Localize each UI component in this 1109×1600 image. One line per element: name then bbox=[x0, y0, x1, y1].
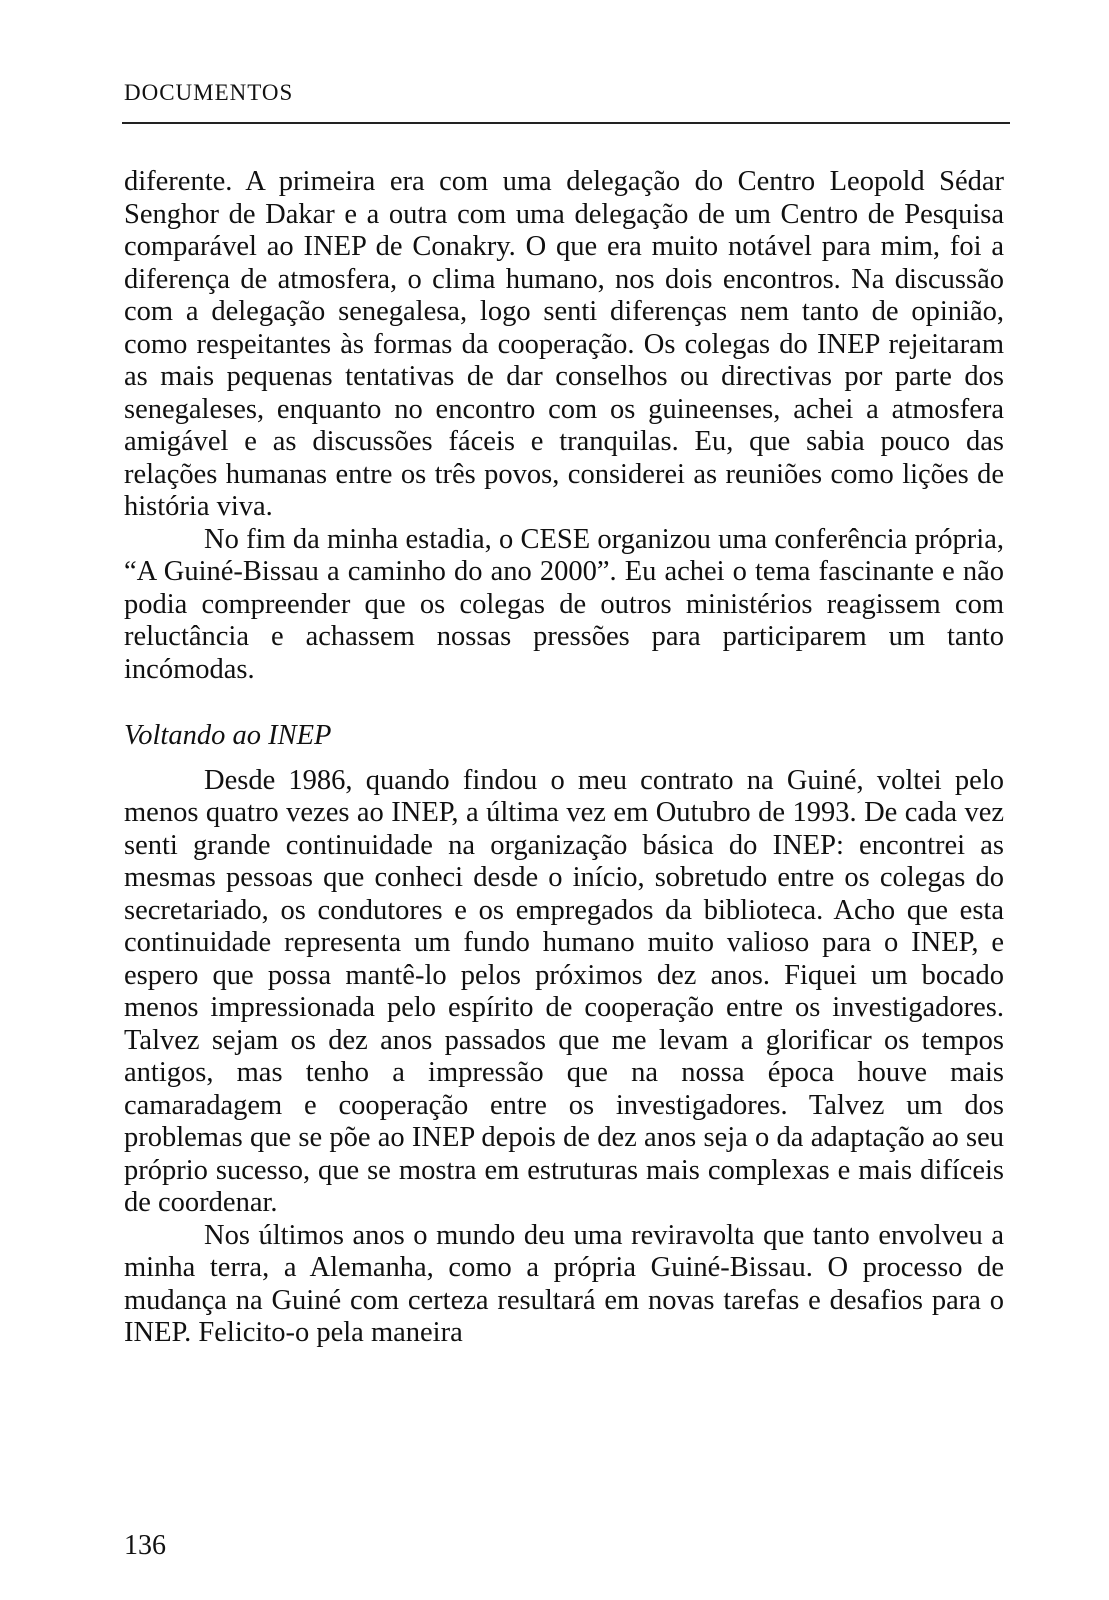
header-rule bbox=[122, 122, 1010, 124]
paragraph-recent-years: Nos últimos anos o mundo deu uma reviravolta que tanto envolveu a minha terra, a Alemanha, como a própria Guiné-Bissau. O processo de mudança na Guiné com certeza resultará em novas tarefas e desafios para o INEP. Felicito-o pela maneira bbox=[124, 1219, 1004, 1348]
paragraph-conference: No fim da minha estadia, o CESE organizou uma conferência própria, “A Guiné-Bissau a caminho do ano 2000”. Eu achei o tema fascinante e não podia compreender que os colegas de outros ministérios reagissem com reluctância e achassem nossas pressões para participarem um tanto incómodas. bbox=[124, 523, 1004, 685]
paragraph-return-visits: Desde 1986, quando findou o meu contrato na Guiné, voltei pelo menos quatro vezes ao INEP, a última vez em Outubro de 1993. De cada vez senti grande continuidade na organização básica do INEP: encontrei as mesmas pessoas que conheci desde o início, sobretudo entre os colegas do secretariado, os condutores e os empregados da biblioteca. Acho que esta continuidade representa um fundo humano muito valioso para o INEP, e espero que possa mantê-lo pelos próximos dez anos. Fiquei um bocado menos impressionada pelo espírito de cooperação entre os investigadores. Talvez sejam os dez anos passados que me levam a glorificar os tempos antigos, mas tenho a impressão que na nossa época houve mais camaradagem e cooperação entre os investigadores. Talvez um dos problemas que se põe ao INEP depois de dez anos seja o da adaptação ao seu próprio sucesso, que se mostra em estruturas mais complexas e mais difíceis de coordenar. bbox=[124, 764, 1004, 1218]
body-text bbox=[124, 166, 1004, 1350]
running-head: DOCUMENTOS bbox=[124, 80, 294, 105]
paragraph-continuation: diferente. A primeira era com uma delegação do Centro Leopold Sédar Senghor de Dakar e a outra com uma delegação de um Centro de Pesquisa comparável ao INEP de Conakry. O que era muito notável para mim, foi a diferença de atmosfera, o clima humano, nos dois encontros. Na discussão com a delegação senegalesa, logo senti diferenças nem tanto de opinião, como respeitantes às formas da cooperação. Os colegas do INEP rejeitaram as mais pequenas tentativas de dar conselhos ou directivas por parte dos senegaleses, enquanto no encontro com os guineenses, achei a atmosfera amigável e as discussões fáceis e tranquilas. Eu, que sabia pouco das relações humanas entre os três povos, considerei as reuniões como lições de história viva. bbox=[124, 166, 1004, 522]
section-heading: Voltando ao INEP bbox=[124, 720, 332, 751]
page-number: 136 bbox=[124, 1530, 166, 1561]
